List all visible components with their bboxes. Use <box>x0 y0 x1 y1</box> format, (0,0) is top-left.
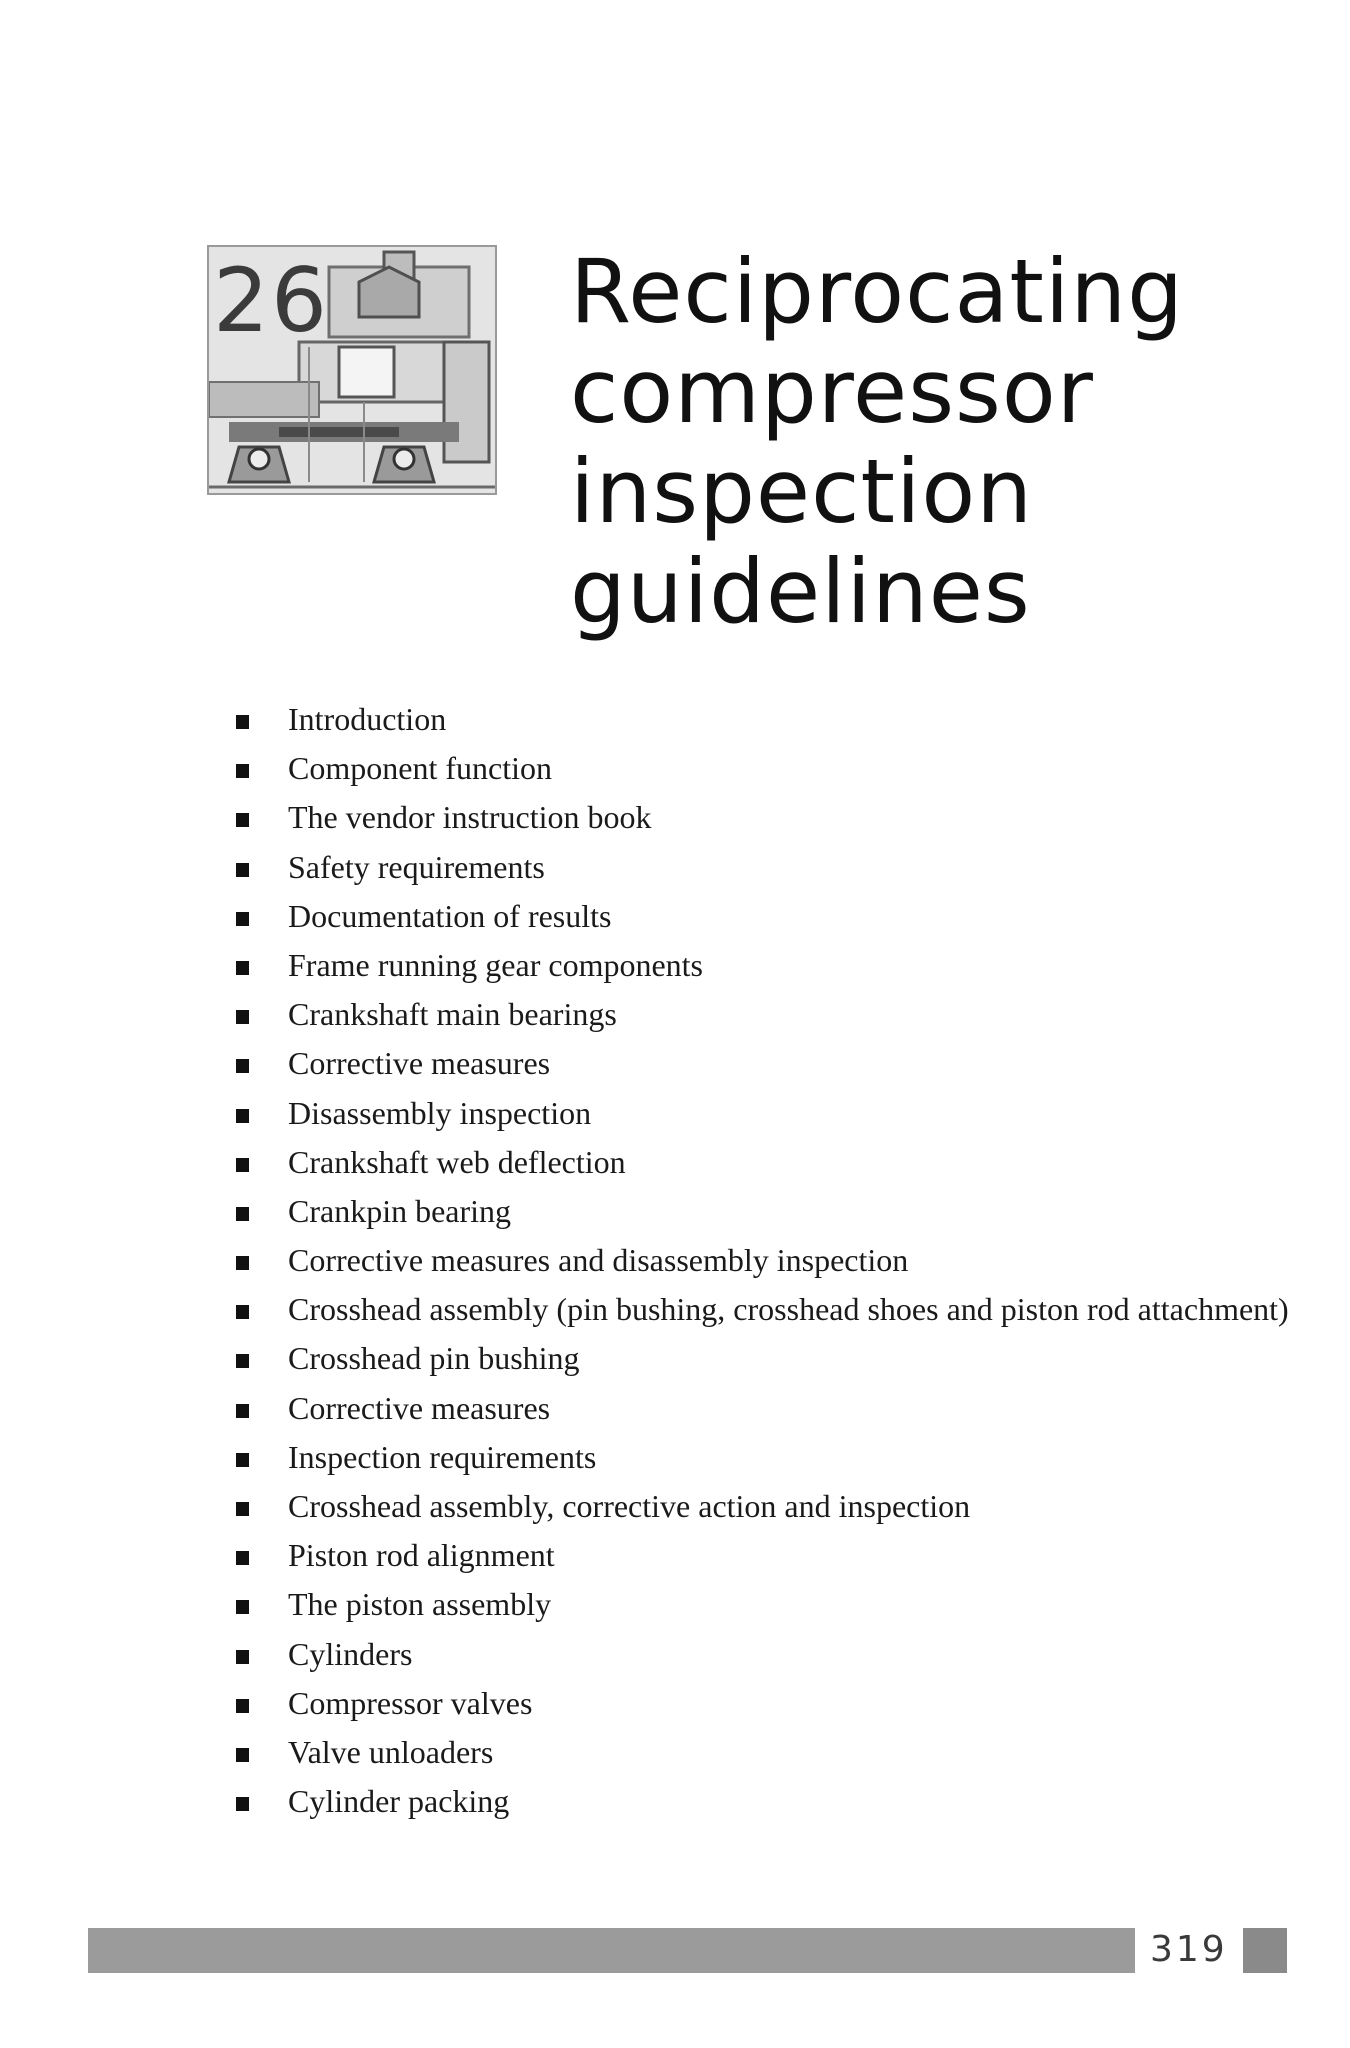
bullet-icon <box>236 1650 249 1664</box>
bullet-icon <box>236 863 249 877</box>
contents-item <box>236 998 1289 1031</box>
contents-item <box>236 1684 1289 1721</box>
chapter-title-line: guidelines <box>570 540 1031 643</box>
chapter-title <box>570 242 1290 642</box>
contents-item <box>236 1490 1289 1523</box>
contents-item <box>236 1293 1289 1326</box>
contents-item <box>236 1588 1289 1621</box>
chapter-number: 26 <box>213 249 329 352</box>
bullet-icon <box>236 1059 249 1073</box>
contents-item-text: Crosshead assembly, corrective action and inspection <box>288 1488 971 1524</box>
chapter-figure <box>207 245 497 495</box>
bullet-icon <box>236 1354 249 1368</box>
contents-item-text: Valve unloaders <box>288 1733 494 1770</box>
contents-item <box>236 946 1289 983</box>
contents-item <box>236 1785 1289 1818</box>
contents-item-text: Corrective measures <box>288 1389 551 1426</box>
contents-item <box>236 1244 1289 1277</box>
contents-item <box>236 1094 1289 1131</box>
contents-item-text: The piston assembly <box>288 1586 552 1623</box>
bullet-icon <box>236 813 249 827</box>
contents-item <box>236 801 1289 834</box>
contents-item-text: Introduction <box>288 701 447 737</box>
bullet-icon <box>236 1158 249 1172</box>
bullet-icon <box>236 1600 249 1614</box>
contents-item-text: Crankpin bearing <box>288 1192 512 1229</box>
contents-item-text: Corrective measures <box>288 1045 551 1082</box>
footer-bar <box>88 1928 1135 1973</box>
contents-item-text: Cylinders <box>288 1635 413 1672</box>
contents-item-text: Component function <box>288 750 552 787</box>
contents-item <box>236 1635 1289 1672</box>
contents-item-text: Corrective measures and disassembly inspection <box>288 1242 909 1279</box>
contents-item <box>236 1733 1289 1770</box>
bullet-icon <box>236 1305 249 1319</box>
chapter-title-line: compressor <box>570 340 1094 443</box>
bullet-icon <box>236 1797 249 1811</box>
contents-item <box>236 1539 1289 1572</box>
bullet-icon <box>236 1109 249 1123</box>
bullet-icon <box>236 715 249 729</box>
bullet-icon <box>236 1551 249 1565</box>
bullet-icon <box>236 961 249 975</box>
contents-item <box>236 1192 1289 1229</box>
contents-item-text: Crosshead pin bushing <box>288 1340 580 1377</box>
bullet-icon <box>236 1699 249 1713</box>
contents-item-text: Disassembly inspection <box>288 1094 592 1131</box>
bullet-icon <box>236 1748 249 1762</box>
contents-item-text: The vendor instruction book <box>288 799 652 836</box>
contents-item <box>236 1047 1289 1080</box>
bullet-icon <box>236 1502 249 1516</box>
bullet-icon <box>236 1453 249 1467</box>
contents-item-text: Inspection requirements <box>288 1438 597 1475</box>
contents-item <box>236 1342 1289 1375</box>
contents-item-text: Safety requirements <box>288 848 545 885</box>
contents-item-text: Crankshaft web deflection <box>288 1143 626 1180</box>
contents-item <box>236 848 1289 885</box>
bullet-icon <box>236 1207 249 1221</box>
bullet-icon <box>236 764 249 778</box>
contents-item <box>236 897 1289 934</box>
contents-item <box>236 1143 1289 1180</box>
bullet-icon <box>236 1010 249 1024</box>
contents-item-text: Frame running gear components <box>288 946 703 983</box>
bullet-icon <box>236 1256 249 1270</box>
contents-item-text: Cylinder packing <box>288 1783 510 1820</box>
contents-item-text: Piston rod alignment <box>288 1537 555 1574</box>
contents-item-text: Crankshaft main bearings <box>288 996 617 1033</box>
contents-item <box>236 703 1289 736</box>
chapter-title-line: inspection <box>570 440 1034 543</box>
bullet-icon <box>236 1404 249 1418</box>
bullet-icon <box>236 912 249 926</box>
contents-item-text: Compressor valves <box>288 1684 533 1721</box>
contents-item <box>236 1438 1289 1475</box>
chapter-title-line: Reciprocating <box>570 240 1185 343</box>
contents-item-text: Crosshead assembly (pin bushing, crosshead shoes and piston rod attachment) <box>288 1291 1289 1328</box>
contents-item <box>236 752 1289 785</box>
page-number: 319 <box>1150 1929 1228 1970</box>
contents-item <box>236 1389 1289 1426</box>
chapter-contents-list <box>236 703 1289 1834</box>
contents-item-text: Documentation of results <box>288 897 612 934</box>
footer-square <box>1243 1928 1287 1973</box>
